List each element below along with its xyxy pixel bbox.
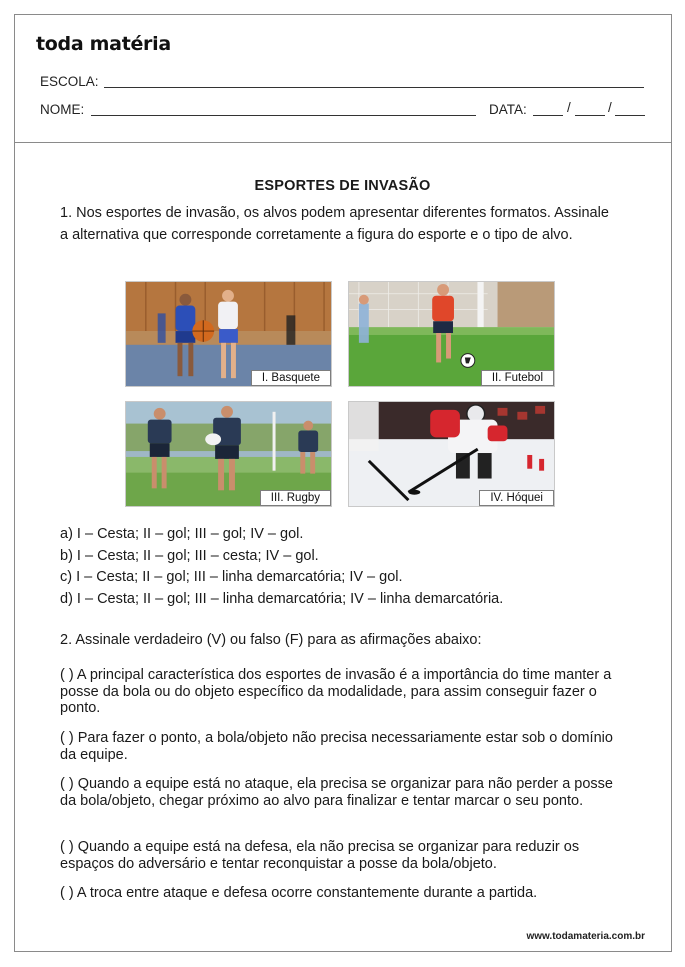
brand-logo: toda matéria <box>36 33 171 55</box>
date-slash: / <box>567 100 571 115</box>
option-c: c) I – Cesta; II – gol; III – linha demarcatória; IV – gol. <box>60 569 403 585</box>
date-month-field[interactable] <box>575 115 605 116</box>
option-b: b) I – Cesta; II – gol; III – cesta; IV – gol. <box>60 547 319 564</box>
photo-caption: I. Basquete <box>251 370 331 386</box>
question-1-text: 1. Nos esportes de invasão, os alvos podem apresentar diferentes formatos. Assinale a alternativa que corresponde corretamente a figura do esporte e o tipo de alvo. <box>60 205 609 243</box>
statement-2: ( ) Para fazer o ponto, a bola/objeto não precisa necessariamente estar sob o domínio da equipe. <box>60 730 613 763</box>
worksheet-frame <box>14 14 672 952</box>
basketball-photo <box>125 281 332 387</box>
date-year-field[interactable] <box>615 115 645 116</box>
footer-url: www.todamateria.com.br <box>526 931 645 942</box>
option-a: a) I – Cesta; II – gol; III – gol; IV – gol. <box>60 526 304 542</box>
worksheet-title: ESPORTES DE INVASÃO <box>254 178 431 194</box>
name-label: NOME: <box>40 102 85 117</box>
statement-3: ( ) Quando a equipe está no ataque, ela precisa se organizar para não perder a posse da bola/objeto, chegar próximo ao alvo para finalizar e tentar marcar o seu ponto. <box>60 776 613 809</box>
soccer-photo <box>348 281 555 387</box>
school-field[interactable] <box>104 87 644 88</box>
statement-4: ( ) Quando a equipe está na defesa, ela não precisa se organizar para reduzir os espaços do adversário e tentar reconquistar a posse da bola/objeto. <box>60 839 580 872</box>
option-d: d) I – Cesta; II – gol; III – linha demarcatória; IV – linha demarcatória. <box>60 590 504 607</box>
photo-caption: III. Rugby <box>260 490 331 506</box>
name-field[interactable] <box>91 115 476 116</box>
rugby-photo <box>125 401 332 507</box>
header-divider <box>14 142 672 143</box>
question-2-text: 2. Assinale verdadeiro (V) ou falso (F) para as afirmações abaixo: <box>60 632 482 648</box>
date-slash: / <box>608 100 612 115</box>
date-day-field[interactable] <box>533 115 563 116</box>
date-label: DATA: <box>489 102 527 117</box>
statement-5: ( ) A troca entre ataque e defesa ocorre constantemente durante a partida. <box>60 885 538 901</box>
statement-1: ( ) A principal característica dos esportes de invasão é a importância do time manter a posse da bola ou do objeto específico da modalidade, para assim conseguir fazer o ponto. <box>60 667 612 716</box>
hockey-photo <box>348 401 555 507</box>
photo-caption: IV. Hóquei <box>479 490 554 506</box>
photo-caption: II. Futebol <box>481 370 554 386</box>
question-1-options <box>60 524 503 610</box>
school-label: ESCOLA: <box>40 74 99 89</box>
